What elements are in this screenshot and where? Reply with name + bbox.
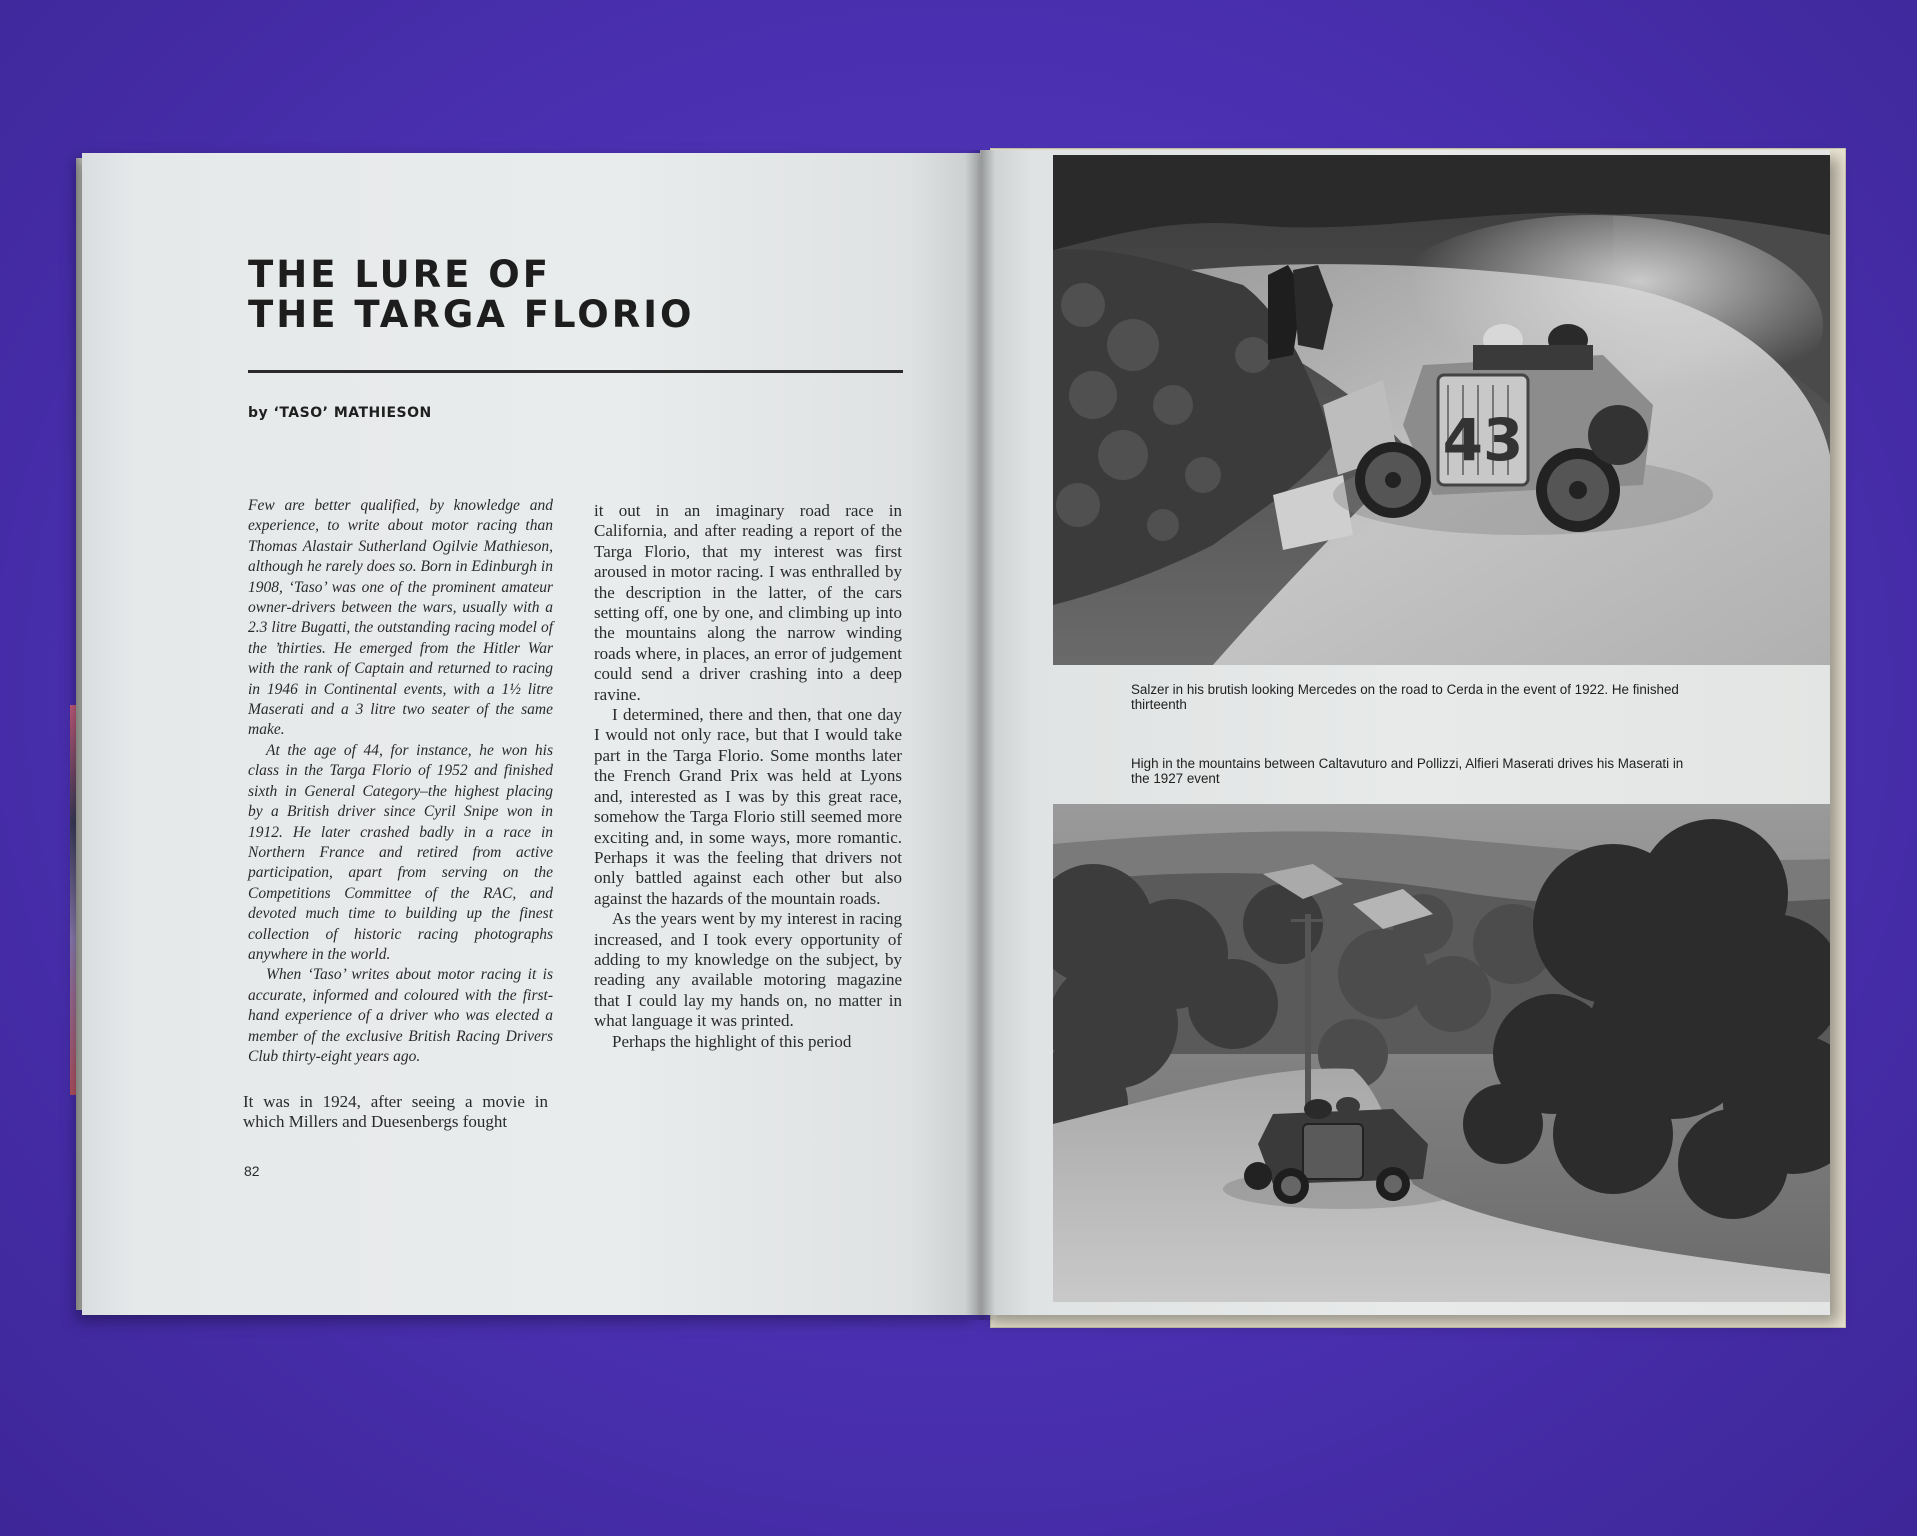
body-paragraph: I determined, there and then, that one day I would not only race, but that I would take part in the Targa Florio. Some months later the French Grand Prix was held at Lyons and, interested as I was by this great race, somehow the Targa Florio still seemed more exciting and, in some ways, more romantic. Perhaps it was the feeling that drivers not only battled against each other but also against the hazards of the mountain roads. xyxy=(594,705,902,908)
book-gutter xyxy=(965,150,995,1320)
byline: by ‘TASO’ MATHIESON xyxy=(248,405,432,421)
article-title xyxy=(248,255,694,335)
intro-paragraph: When ‘Taso’ writes about motor racing it is accurate, informed and coloured with the first-hand experience of a driver who was elected a member of the exclusive British Racing Drivers Club thirty-eight years ago. xyxy=(248,966,553,1065)
title-line-2: THE TARGA FLORIO xyxy=(248,293,695,336)
intro-column xyxy=(248,496,553,1067)
body-paragraph: It was in 1924, after seeing a movie in which Millers and Duesenbergs fought xyxy=(243,1092,548,1132)
body-paragraph: Perhaps the highlight of this period xyxy=(612,1031,852,1051)
body-column-1 xyxy=(243,1092,548,1133)
title-line-1: THE LURE OF xyxy=(248,253,552,296)
photo-mercedes-salzer xyxy=(1053,155,1830,665)
car-number-43: 43 xyxy=(1442,406,1524,474)
photo-maserati-1927 xyxy=(1053,804,1830,1302)
title-rule xyxy=(248,370,903,373)
body-paragraph: it out in an imaginary road race in California, and after reading a report of the Targa Florio, that my interest was first aroused in motor racing. I was enthralled by the description in the latter, of the cars setting off, one by one, and climbing up into the mountains along the narrow winding roads where, in places, an error of judgement could send a driver crashing into a deep ravine. xyxy=(594,501,902,704)
body-column-2 xyxy=(594,501,902,1052)
body-paragraph: As the years went by my interest in racing increased, and I took every opportunity of adding to my knowledge on the subject, by reading any available motoring magazine that I could lay my hands on, no matter in what language it was printed. xyxy=(594,909,902,1031)
intro-paragraph: Few are better qualified, by knowledge and experience, to write about motor racing than Thomas Alastair Sutherland Ogilvie Mathieson, although he rarely does so. Born in Edinburgh in 1908, ‘Taso’ was one of the prominent amateur owner-drivers between the wars, usually with a 2.3 litre Bugatti, the outstanding racing model of the ’thirties. He emerged from the Hitler War with the rank of Captain and returned to racing in 1946 in Continental events, with a 1½ litre Maserati and a 3 litre two seater of the same make. xyxy=(248,497,553,739)
page-number: 82 xyxy=(244,1163,260,1179)
photo-caption-1: Salzer in his brutish looking Mercedes on the road to Cerda in the event of 1922. He finished thirteenth xyxy=(1131,682,1679,712)
intro-paragraph: At the age of 44, for instance, he won his class in the Targa Florio of 1952 and finished sixth in General Category–the highest placing by a British driver since Cyril Snipe won in 1912. He later crashed badly in a race in Northern France and retired from active participation, apart from serving on the Competitions Committee of the RAC, and devoted much time to building up the finest collection of historic racing photographs anywhere in the world. xyxy=(248,741,553,963)
photo-caption-2: High in the mountains between Caltavuturo and Pollizzi, Alfieri Maserati drives his Maserati in the 1927 event xyxy=(1131,756,1684,786)
